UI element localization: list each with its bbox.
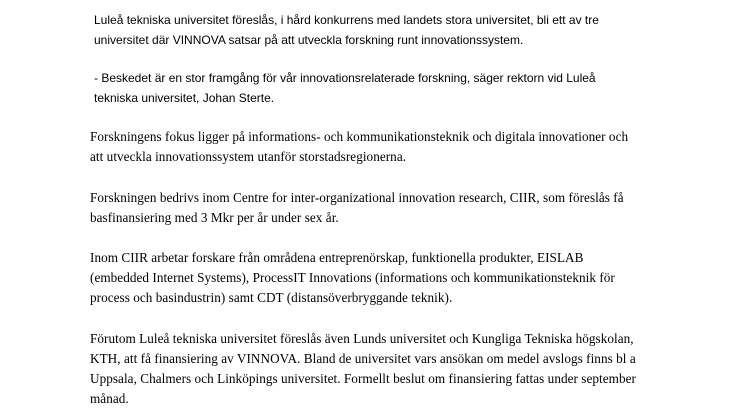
text-line: basfinansiering med 3 Mkr per år under sex år. bbox=[90, 210, 339, 225]
body-paragraph-focus bbox=[90, 127, 660, 167]
text-line: Inom CIIR arbetar forskare från områdena entreprenörskap, funktionella produkter, EISLAB bbox=[90, 250, 584, 265]
lead-paragraph-quote bbox=[94, 68, 654, 108]
text-line: process och basindustrin) samt CDT (distansöverbryggande teknik). bbox=[90, 290, 453, 305]
text-line: - Beskedet är en stor framgång för vår innovationsrelaterade forskning, säger rektorn vid Luleå bbox=[94, 71, 596, 85]
body-paragraph-areas bbox=[90, 248, 660, 308]
body-paragraph-ciir bbox=[90, 188, 660, 228]
text-line: Uppsala, Chalmers och Linköpings universitet. Formellt beslut om finansiering fattas under september bbox=[90, 371, 636, 386]
text-line: att utveckla innovationssystem utanför storstadsregionerna. bbox=[90, 149, 407, 164]
text-line: månad. bbox=[90, 391, 129, 406]
text-line: KTH, att få finansiering av VINNOVA. Bland de universitet vars ansökan om medel avslogs finns bl a bbox=[90, 351, 636, 366]
body-paragraph-others bbox=[90, 329, 660, 409]
text-line: Luleå tekniska universitet föreslås, i hård konkurrens med landets stora universitet, bli ett av tre bbox=[94, 13, 599, 27]
text-line: universitet där VINNOVA satsar på att utveckla forskning runt innovationssystem. bbox=[94, 33, 524, 47]
text-line: tekniska universitet, Johan Sterte. bbox=[94, 91, 275, 105]
lead-paragraph-intro bbox=[94, 10, 654, 50]
text-line: Forskningen bedrivs inom Centre for inter-organizational innovation research, CIIR, som föreslås få bbox=[90, 190, 624, 205]
text-line: (embedded Internet Systems), ProcessIT Innovations (informations och kommunikationsteknik för bbox=[90, 270, 615, 285]
text-line: Förutom Luleå tekniska universitet föreslås även Lunds universitet och Kungliga Tekniska högskolan, bbox=[90, 331, 634, 346]
text-line: Forskningens fokus ligger på informations- och kommunikationsteknik och digitala innovationer och bbox=[90, 129, 629, 144]
